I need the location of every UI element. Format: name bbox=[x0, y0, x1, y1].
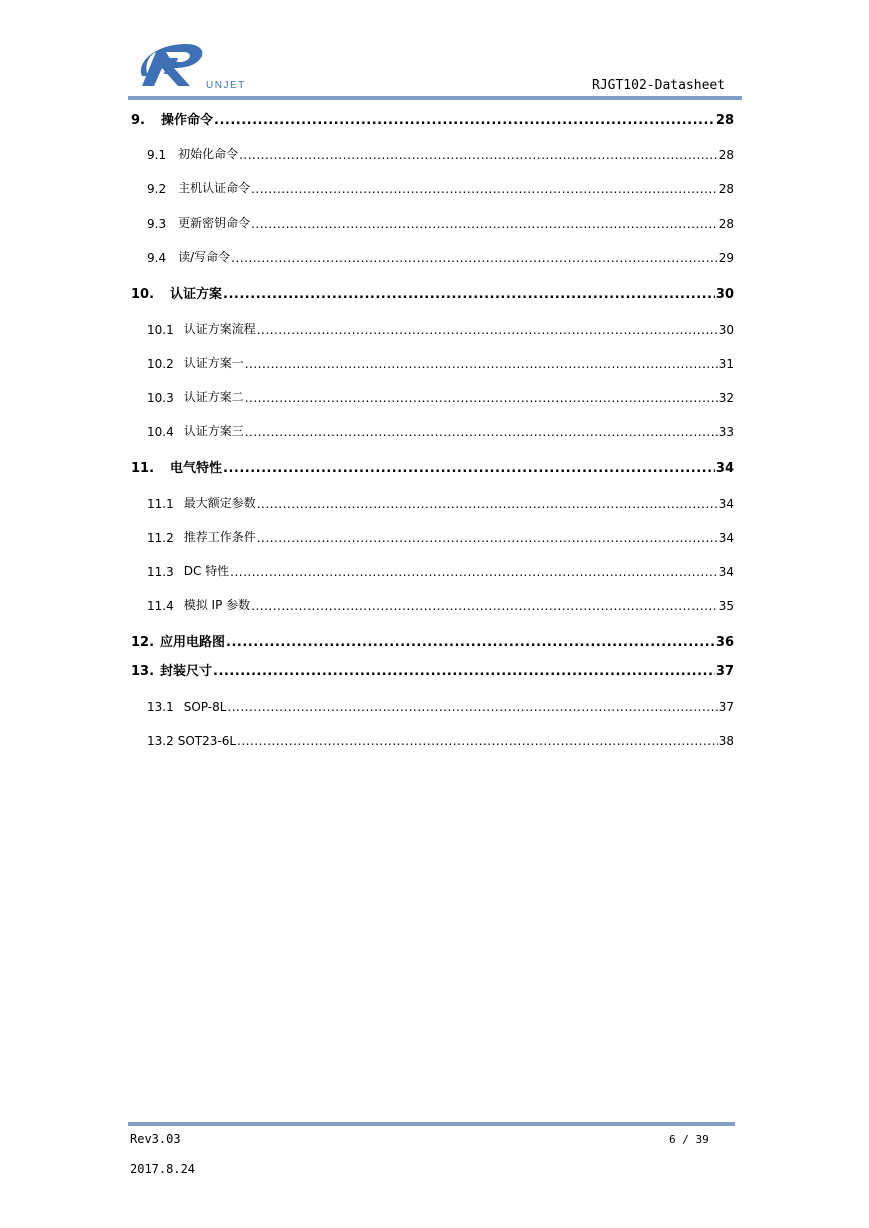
toc-page-number: 34 bbox=[718, 531, 734, 545]
toc-entry-number: 9.3 bbox=[147, 217, 167, 231]
toc-page-number: 29 bbox=[718, 251, 734, 265]
toc-chapter-entry[interactable] bbox=[131, 108, 734, 128]
toc-dot-leader bbox=[251, 182, 718, 196]
toc-entry-title: 操作命令 bbox=[160, 113, 213, 128]
toc-dot-leader bbox=[257, 323, 718, 337]
toc-entry-title: 读/写命令 bbox=[178, 250, 231, 264]
toc-entry-title: 推荐工作条件 bbox=[183, 530, 256, 544]
toc-page-number: 28 bbox=[718, 217, 734, 231]
toc-page-number: 28 bbox=[718, 148, 734, 162]
toc-entry-number: 9.2 bbox=[147, 182, 167, 196]
toc-entry-number: 9. bbox=[131, 113, 145, 128]
toc-dot-leader bbox=[245, 391, 718, 405]
toc-page-number: 34 bbox=[715, 461, 734, 476]
toc-entry-title: 认证方案三 bbox=[183, 424, 244, 438]
page-indicator: 6 / 39 bbox=[669, 1133, 709, 1146]
toc-entry-title: 认证方案二 bbox=[183, 390, 244, 404]
toc-dot-leader bbox=[257, 531, 718, 545]
toc-entry-number: 11.4 bbox=[147, 599, 174, 613]
toc-dot-leader bbox=[223, 461, 715, 476]
toc-entry-number: 10.1 bbox=[147, 323, 174, 337]
toc-dot-leader bbox=[223, 287, 715, 302]
toc-section-entry[interactable] bbox=[147, 245, 734, 265]
toc-entry-number: 13.1 bbox=[147, 700, 174, 714]
toc-entry-number: 10.2 bbox=[147, 357, 174, 371]
toc-dot-leader bbox=[245, 357, 718, 371]
toc-section-entry[interactable] bbox=[147, 351, 734, 371]
toc-section-entry[interactable] bbox=[147, 694, 734, 714]
toc-section-entry[interactable] bbox=[147, 142, 734, 162]
document-date: 2017.8.24 bbox=[130, 1162, 196, 1176]
toc-entry-title: 电气特性 bbox=[170, 461, 223, 476]
toc-dot-leader bbox=[245, 425, 718, 439]
toc-page-number: 34 bbox=[718, 497, 734, 511]
toc-dot-leader bbox=[257, 497, 718, 511]
toc-entry-number: 13.2 bbox=[147, 734, 174, 748]
toc-entry-number: 13. bbox=[131, 664, 155, 679]
toc-entry-number: 12. bbox=[131, 635, 155, 650]
runjet-logo-mark bbox=[134, 38, 264, 94]
toc-dot-leader bbox=[230, 565, 718, 579]
footer-divider bbox=[128, 1122, 735, 1126]
toc-entry-title: SOP-8L bbox=[183, 700, 227, 714]
toc-page-number: 36 bbox=[715, 635, 734, 650]
toc-entry-title: 封装尺寸 bbox=[160, 664, 213, 679]
toc-entry-number: 9.4 bbox=[147, 251, 167, 265]
toc-section-entry[interactable] bbox=[147, 491, 734, 511]
toc-dot-leader bbox=[237, 734, 718, 748]
toc-page-number: 37 bbox=[718, 700, 734, 714]
toc-entry-number: 11.2 bbox=[147, 531, 174, 545]
toc-dot-leader bbox=[214, 113, 715, 128]
toc-page-number: 37 bbox=[715, 664, 734, 679]
toc-section-entry[interactable] bbox=[147, 593, 734, 613]
toc-page-number: 31 bbox=[718, 357, 734, 371]
document-title: RJGT102-Datasheet bbox=[592, 78, 726, 93]
toc-entry-title: 初始化命令 bbox=[178, 147, 239, 161]
toc-entry-title: 认证方案一 bbox=[183, 356, 244, 370]
toc-entry-number: 11.3 bbox=[147, 565, 174, 579]
runjet-logo bbox=[134, 38, 264, 94]
toc-section-entry[interactable] bbox=[147, 559, 734, 579]
toc-entry-title: 最大额定参数 bbox=[183, 496, 256, 510]
toc-page-number: 34 bbox=[718, 565, 734, 579]
toc-chapter-entry[interactable] bbox=[131, 282, 734, 302]
toc-page-number: 35 bbox=[718, 599, 734, 613]
toc-page-number: 32 bbox=[718, 391, 734, 405]
toc-dot-leader bbox=[227, 700, 717, 714]
toc-dot-leader bbox=[226, 635, 715, 650]
toc-page-number: 30 bbox=[718, 323, 734, 337]
svg-text:UNJET: UNJET bbox=[206, 80, 246, 91]
toc-chapter-entry[interactable] bbox=[131, 630, 734, 650]
toc-section-entry[interactable] bbox=[147, 211, 734, 231]
toc-chapter-entry[interactable] bbox=[131, 659, 734, 679]
toc-section-entry[interactable] bbox=[147, 525, 734, 545]
toc-page-number: 28 bbox=[715, 113, 734, 128]
toc-entry-title: SOT23-6L bbox=[177, 734, 237, 748]
toc-entry-title: 主机认证命令 bbox=[178, 181, 251, 195]
toc-section-entry[interactable] bbox=[147, 176, 734, 196]
toc-entry-number: 11.1 bbox=[147, 497, 174, 511]
toc-page-number: 28 bbox=[718, 182, 734, 196]
toc-dot-leader bbox=[251, 599, 718, 613]
toc-section-entry[interactable] bbox=[147, 317, 734, 337]
toc-entry-number: 10.4 bbox=[147, 425, 174, 439]
toc-entry-number: 10.3 bbox=[147, 391, 174, 405]
toc-page-number: 38 bbox=[718, 734, 734, 748]
toc-dot-leader bbox=[213, 664, 715, 679]
toc-page-number: 30 bbox=[715, 287, 734, 302]
toc-entry-title: DC 特性 bbox=[183, 564, 230, 578]
toc-entry-title: 认证方案 bbox=[170, 287, 223, 302]
toc-entry-number: 11. bbox=[131, 461, 155, 476]
toc-dot-leader bbox=[239, 148, 718, 162]
toc-page-number: 33 bbox=[718, 425, 734, 439]
revision-label: Rev3.03 bbox=[130, 1132, 181, 1146]
toc-section-entry[interactable] bbox=[147, 419, 734, 439]
toc-entry-title: 更新密钥命令 bbox=[178, 216, 251, 230]
toc-entry-number: 10. bbox=[131, 287, 155, 302]
toc-entry-number: 9.1 bbox=[147, 148, 167, 162]
toc-entry-title: 模拟 IP 参数 bbox=[183, 598, 251, 612]
toc-entry-title: 应用电路图 bbox=[160, 635, 226, 650]
toc-section-entry[interactable] bbox=[147, 728, 734, 748]
toc-dot-leader bbox=[231, 251, 718, 265]
toc-dot-leader bbox=[251, 217, 718, 231]
toc-chapter-entry[interactable] bbox=[131, 456, 734, 476]
header-divider bbox=[128, 96, 742, 100]
toc-entry-title: 认证方案流程 bbox=[183, 322, 256, 336]
toc-section-entry[interactable] bbox=[147, 385, 734, 405]
